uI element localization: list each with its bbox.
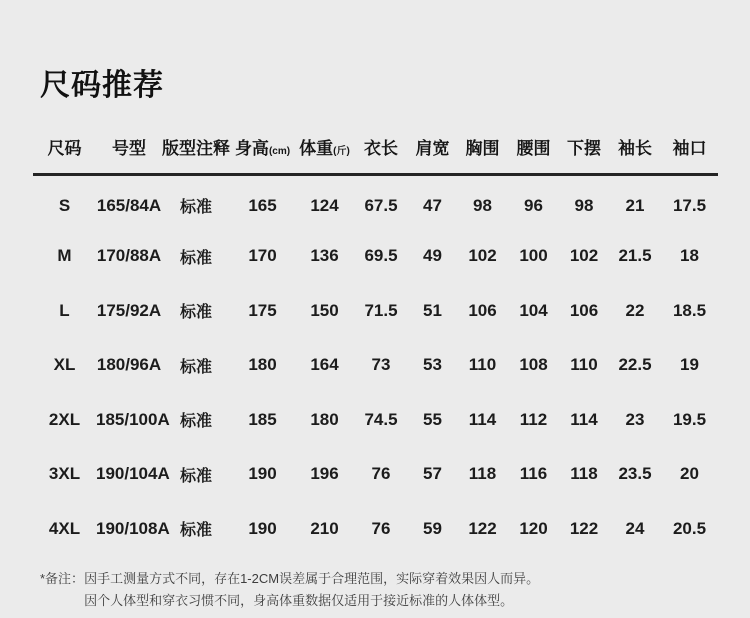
table-cell: 18.5 xyxy=(672,300,707,320)
table-cell: 175/92A xyxy=(96,300,162,320)
table-cell: 190/104A xyxy=(96,464,170,484)
column-header: 号型 xyxy=(96,128,162,175)
table-cell: 164 xyxy=(310,355,339,375)
column-header: 袖口 xyxy=(661,128,718,175)
table-cell: 标准 xyxy=(179,467,212,485)
column-header: 下摆 xyxy=(559,128,609,175)
table-cell: 21.5 xyxy=(618,246,652,266)
column-header: 衣长 xyxy=(354,128,408,175)
column-header: 腰围 xyxy=(508,128,559,175)
table-row xyxy=(33,284,718,339)
table-cell: 59 xyxy=(423,518,442,538)
table-row xyxy=(33,229,718,284)
table-cell: 114 xyxy=(570,409,598,429)
table-cell: 22 xyxy=(625,300,645,320)
table-cell: 110 xyxy=(468,355,497,375)
table-cell: 96 xyxy=(524,195,543,215)
table-cell: 73 xyxy=(371,355,391,375)
table-cell: 112 xyxy=(519,409,548,429)
table-cell: 23 xyxy=(625,409,645,429)
column-unit: (cm) xyxy=(268,146,291,157)
table-cell: 165/84A xyxy=(96,195,162,215)
table-cell: 110 xyxy=(570,355,598,375)
table-cell: 24 xyxy=(625,518,645,538)
table-cell: 190 xyxy=(248,464,277,484)
table-cell: 108 xyxy=(519,355,548,375)
table-cell: 196 xyxy=(310,464,339,484)
table-cell: 106 xyxy=(569,300,599,320)
table-cell: 180 xyxy=(310,409,339,429)
table-row xyxy=(33,393,718,448)
table-cell: 120 xyxy=(519,518,548,538)
table-cell: 180/96A xyxy=(96,355,162,375)
column-header: 袖长 xyxy=(609,128,661,175)
table-cell: 74.5 xyxy=(364,409,398,429)
table-row xyxy=(33,447,718,502)
size-cell: L xyxy=(59,300,70,320)
table-cell: 标准 xyxy=(179,413,212,431)
size-cell: M xyxy=(57,246,72,266)
table-cell: 57 xyxy=(423,464,442,484)
table-cell: 122 xyxy=(569,518,599,538)
table-header-row xyxy=(33,128,718,175)
table-cell: 20 xyxy=(680,464,699,484)
table-cell: 116 xyxy=(519,464,548,484)
table-cell: 55 xyxy=(423,409,442,429)
table-cell: 102 xyxy=(468,246,497,266)
table-cell: 106 xyxy=(468,300,497,320)
table-cell: 22.5 xyxy=(618,355,652,375)
size-table xyxy=(33,128,718,556)
column-header: 肩宽 xyxy=(408,128,457,175)
column-header: 尺码 xyxy=(33,128,96,175)
page-title: 尺码推荐 xyxy=(40,69,164,102)
table-cell: 18 xyxy=(680,246,699,266)
table-cell: 175 xyxy=(248,300,277,320)
table-cell: 67.5 xyxy=(364,195,398,215)
table-cell: 19.5 xyxy=(672,409,707,429)
table-cell: 23.5 xyxy=(618,464,652,484)
table-row xyxy=(33,338,718,393)
table-cell: 210 xyxy=(310,518,339,538)
table-cell: 122 xyxy=(468,518,497,538)
table-cell: 21 xyxy=(625,195,645,215)
size-cell: 3XL xyxy=(48,464,81,484)
table-cell: 71.5 xyxy=(364,300,398,320)
table-cell: 标准 xyxy=(179,304,212,322)
size-cell: 4XL xyxy=(48,518,81,538)
table-cell: 53 xyxy=(423,355,442,375)
table-cell: 185 xyxy=(248,409,277,429)
table-cell: 20.5 xyxy=(672,518,707,538)
table-cell: 标准 xyxy=(179,358,212,376)
size-table-body xyxy=(33,175,718,557)
table-cell: 标准 xyxy=(179,249,212,267)
table-cell: 190/108A xyxy=(96,518,170,538)
table-cell: 49 xyxy=(423,246,442,266)
table-cell: 185/100A xyxy=(96,409,170,429)
table-cell: 100 xyxy=(519,246,548,266)
table-row xyxy=(33,502,718,557)
table-cell: 76 xyxy=(371,518,391,538)
table-cell: 170 xyxy=(248,246,277,266)
table-cell: 98 xyxy=(473,195,492,215)
table-cell: 104 xyxy=(519,300,548,320)
column-header: 版型注释 xyxy=(162,128,230,175)
footnote-line: 因手工测量方式不同，存在1-2CM误差属于合理范围，实际穿着效果因人而异。 xyxy=(84,571,540,586)
footnote xyxy=(40,568,539,612)
footnote-line: 因个人体型和穿衣习惯不同，身高体重数据仅适用于接近标准的人体体型。 xyxy=(84,593,514,608)
column-unit: (斤) xyxy=(333,146,350,157)
table-cell: 19 xyxy=(680,355,699,375)
table-row xyxy=(33,175,718,230)
table-cell: 51 xyxy=(423,300,442,320)
size-cell: S xyxy=(58,195,71,215)
size-cell: 2XL xyxy=(48,409,81,429)
column-header: 身高(cm) xyxy=(230,128,295,175)
table-cell: 76 xyxy=(371,464,391,484)
table-cell: 136 xyxy=(310,246,339,266)
table-cell: 标准 xyxy=(179,522,212,540)
footnote-lines xyxy=(84,568,539,612)
table-cell: 150 xyxy=(310,300,339,320)
table-cell: 118 xyxy=(468,464,497,484)
table-cell: 165 xyxy=(248,195,277,215)
table-cell: 118 xyxy=(570,464,598,484)
table-cell: 17.5 xyxy=(672,195,707,215)
column-header: 胸围 xyxy=(457,128,508,175)
table-cell: 190 xyxy=(248,518,277,538)
table-cell: 47 xyxy=(423,195,442,215)
table-cell: 102 xyxy=(569,246,599,266)
size-cell: XL xyxy=(53,355,76,375)
table-cell: 170/88A xyxy=(96,246,162,266)
table-cell: 114 xyxy=(468,409,497,429)
table-cell: 124 xyxy=(310,195,339,215)
table-cell: 98 xyxy=(574,195,594,215)
column-header: 体重(斤) xyxy=(295,128,354,175)
table-cell: 69.5 xyxy=(364,246,398,266)
table-cell: 180 xyxy=(248,355,277,375)
footnote-label: *备注： xyxy=(40,571,85,586)
table-cell: 标准 xyxy=(179,199,212,216)
